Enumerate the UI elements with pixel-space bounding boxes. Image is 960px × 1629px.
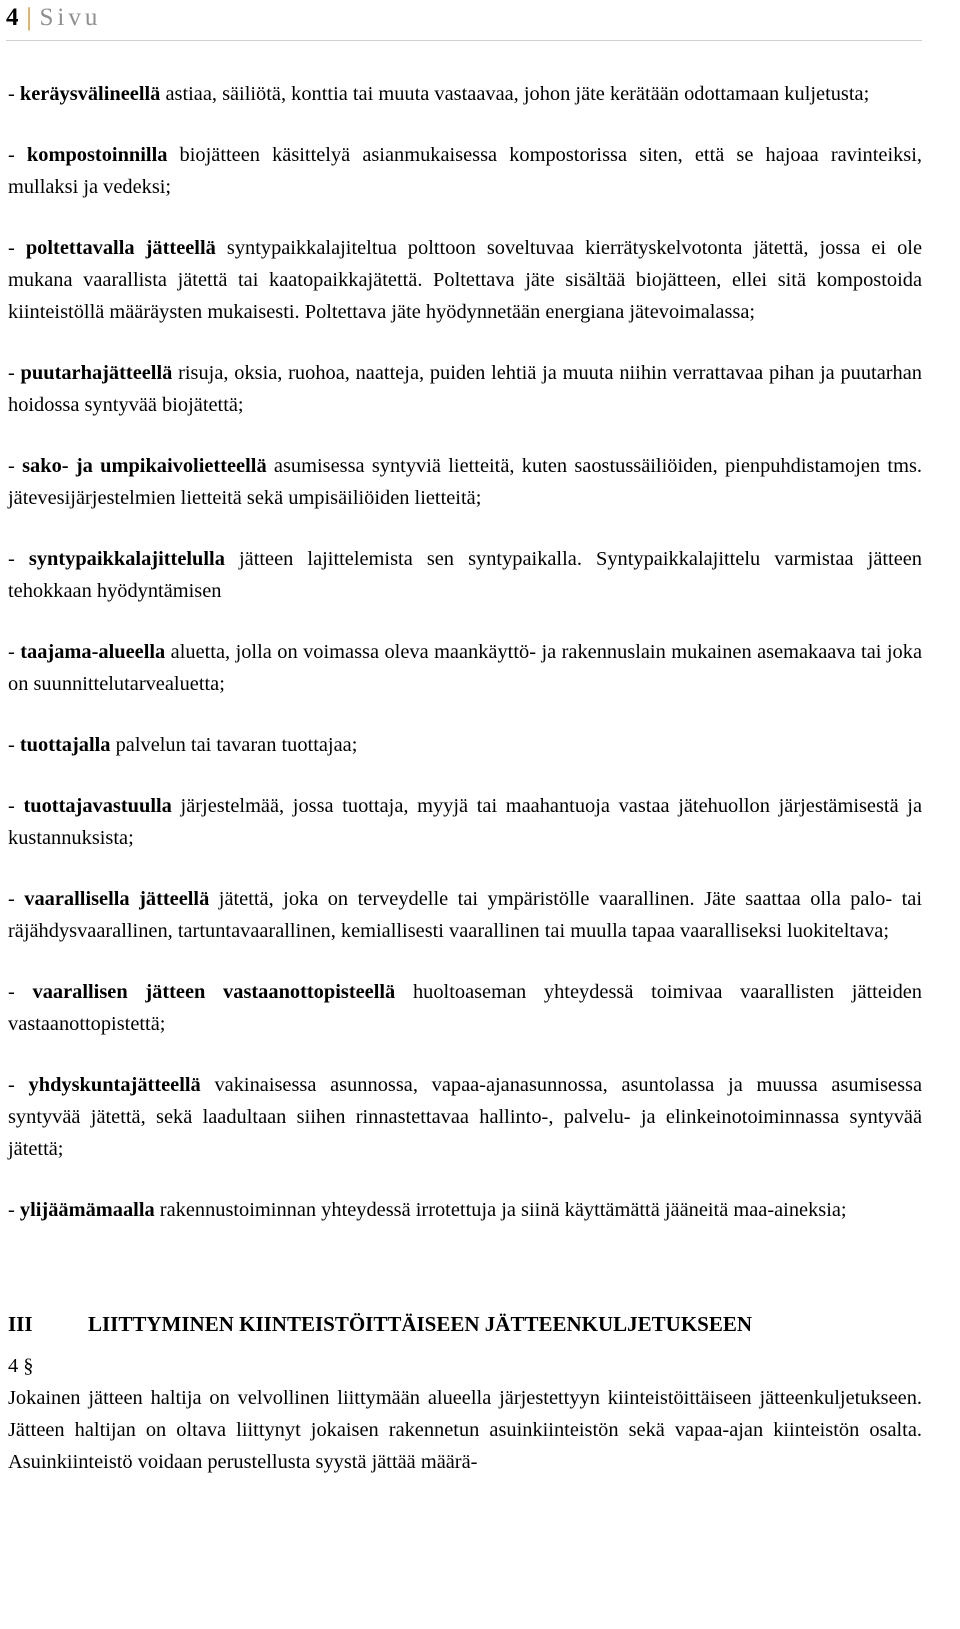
definition-prefix: - [8,455,23,477]
definition-item [8,543,922,607]
clause-text: Jokainen jätteen haltija on velvollinen liittymään alueella järjestettyyn kiinteistöittäiseen jätteenkuljetukseen. Jätteen haltijan on oltava liittynyt jokaisen rakennetun asuinkiinteistön sekä vapaa-ajan kiinteistön osalta. Asuinkiinteistö voidaan perustellusta syystä jättää määrä- [8,1387,922,1473]
definition-prefix: - [8,734,20,756]
definition-term: taajama-alueella [20,641,166,663]
definition-prefix: - [8,548,29,570]
definition-term: puutarhajätteellä [20,362,173,384]
definition-item [8,883,922,947]
definition-item [8,78,922,110]
section-heading [8,1308,922,1340]
definition-prefix: - [8,795,24,817]
definition-item [8,976,922,1040]
section-number: III [8,1312,33,1336]
definition-item [8,139,922,203]
section-title: LIITTYMINEN KIINTEISTÖITTÄISEEN JÄTTEENKULJETUKSEEN [88,1312,753,1336]
definition-prefix: - [8,144,27,166]
page-word: Sivu [39,4,102,31]
definition-term: ylijäämämaalla [19,1199,155,1221]
definition-prefix: - [8,641,21,663]
definition-text: syntypaikkalajiteltua polttoon soveltuvaa kierrätyskelvotonta jätettä, jossa ei ole mukana vaarallista jätettä tai kaatopaikkajätettä. Poltettava jäte sisältää biojätteen, ellei sitä kompostoida kiinteistöllä määräysten mukaisesti. Poltettava jäte hyödynnetään energiana jätevoimalassa; [8,237,922,323]
definition-item [8,1069,922,1165]
definition-prefix: - [8,237,26,259]
definition-prefix: - [8,981,33,1003]
definition-prefix: - [8,362,21,384]
header-rule [6,40,922,41]
definition-prefix: - [8,83,20,105]
definition-prefix: - [8,1199,20,1221]
definition-item [8,357,922,421]
definition-text: rakennustoiminnan yhteydessä irrotettuja ja siinä käyttämättä jääneitä maa-aineksia; [154,1199,847,1221]
definition-text: huoltoaseman yhteydessä toimivaa vaarallisten jätteiden vastaanottopistettä; [8,981,923,1035]
clause-number: 4 § [8,1355,34,1377]
definition-term: sako- ja umpikaivolietteellä [22,455,267,477]
definition-term: kompostoinnilla [26,144,168,166]
definition-term: poltettavalla jätteellä [25,237,216,259]
definition-text: jätettä, joka on terveydelle tai ympäristölle vaarallinen. Jäte saattaa olla palo- tai räjähdysvaarallinen, tartuntavaarallinen, kemiallisesti vaarallinen tai muulla tapaa vaaralliseksi luokiteltava; [8,888,922,942]
definition-text: järjestelmää, jossa tuottaja, myyjä tai maahantuoja vastaa jätehuollon järjestämisestä ja kustannuksista; [8,795,923,849]
definition-text: aluetta, jolla on voimassa oleva maankäyttö- ja rakennuslain mukainen asemakaava tai joka on suunnittelutarvealuetta; [8,641,922,695]
definition-prefix: - [8,888,25,910]
definition-text: biojätteen käsittelyä asianmukaisessa kompostorissa siten, että se hajoaa ravinteiksi, mullaksi ja vedeksi; [8,144,923,198]
definition-term: yhdyskuntajätteellä [28,1074,201,1096]
definitions-list [8,78,922,1226]
definition-term: vaarallisella jätteellä [24,888,210,910]
definition-item [8,1194,922,1226]
definition-item [8,636,922,700]
definition-term: tuottajavastuulla [23,795,172,817]
definition-text: astiaa, säiliötä, konttia tai muuta vastaavaa, johon jäte kerätään odottamaan kuljetusta; [160,83,870,105]
definition-text: vakinaisessa asunnossa, vapaa-ajanasunnossa, asuntolassa ja muussa asumisessa syntyvää jätettä, sekä laadultaan siihen rinnastettavaa hallinto-, palvelu- ja elinkeinotoiminnassa syntyvää jätettä; [8,1074,922,1160]
definition-item [8,232,922,328]
definition-term: tuottajalla [19,734,111,756]
definition-term: keräysvälineellä [19,83,161,105]
definition-item [8,729,922,761]
definition-term: syntypaikkalajittelulla [28,548,225,570]
definition-item [8,450,922,514]
definition-text: palvelun tai tavaran tuottajaa; [110,734,358,756]
definition-text: risuja, oksia, ruohoa, naatteja, puiden lehtiä ja muuta niihin verrattavaa pihan ja puutarhan hoidossa syntyvää biojätettä; [8,362,923,416]
header-separator: | [26,4,32,31]
definition-term: vaarallisen jätteen vastaanottopisteellä [32,981,396,1003]
definition-prefix: - [8,1074,29,1096]
definition-item [8,790,922,854]
definition-text: jätteen lajittelemista sen syntypaikalla. Syntypaikkalajittelu varmistaa jätteen tehokkaan hyödyntämisen [8,548,923,602]
definition-text: asumisessa syntyviä lietteitä, kuten saostussäiliöiden, pienpuhdistamojen tms. jätevesijärjestelmien lietteitä sekä umpisäiliöiden lietteitä; [8,455,922,509]
document-body [8,78,922,1478]
page-number: 4 [6,4,19,31]
page-header [6,0,101,36]
